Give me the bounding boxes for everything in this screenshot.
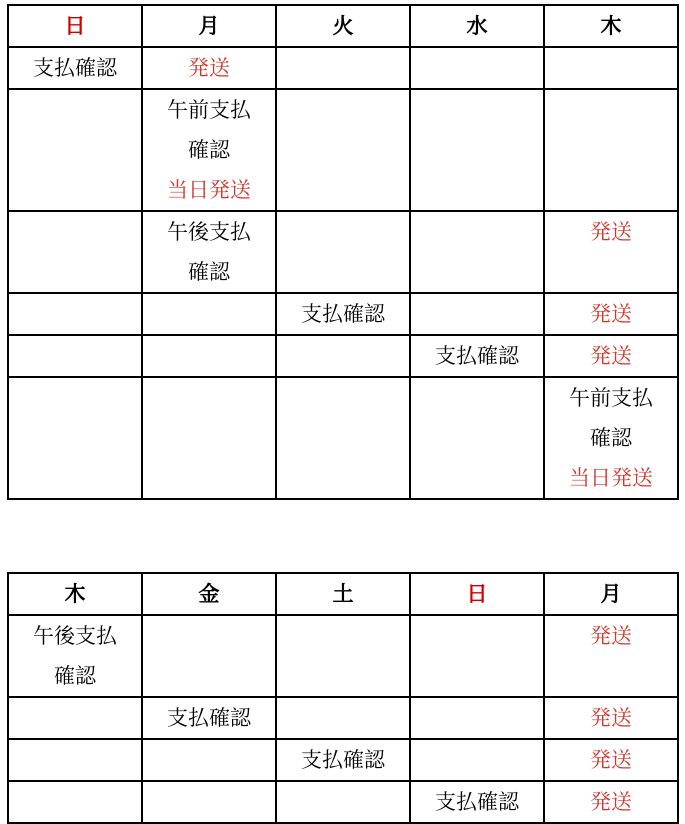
shipping-note: 発送 <box>590 624 632 648</box>
table-body <box>8 47 678 499</box>
payment-note: 確認 <box>54 664 96 688</box>
payment-note: 午後支払 <box>167 220 251 244</box>
table-row <box>8 697 678 739</box>
table-cell <box>142 615 276 697</box>
table-cell <box>8 89 142 211</box>
table-cell <box>544 293 678 335</box>
schedule-table-week1 <box>7 4 679 500</box>
payment-note: 支払確認 <box>435 344 519 368</box>
day-header-friday: 金 <box>142 573 276 615</box>
table-cell <box>410 211 544 293</box>
day-header-thursday: 木 <box>544 5 678 47</box>
table-cell <box>8 335 142 377</box>
table-row <box>8 377 678 499</box>
table-cell <box>544 781 678 823</box>
table-cell <box>276 781 410 823</box>
table-cell <box>142 89 276 211</box>
payment-note: 支払確認 <box>33 56 117 80</box>
table-cell <box>276 739 410 781</box>
table-cell <box>8 293 142 335</box>
table-cell <box>8 697 142 739</box>
table-cell <box>410 739 544 781</box>
table-cell <box>8 739 142 781</box>
day-header-sunday: 日 <box>8 5 142 47</box>
table-cell <box>276 89 410 211</box>
shipping-note: 発送 <box>590 790 632 814</box>
table-row <box>8 47 678 89</box>
table-body <box>8 615 678 823</box>
table-cell <box>276 377 410 499</box>
shipping-note: 発送 <box>590 748 632 772</box>
table-cell <box>544 89 678 211</box>
table-cell <box>8 47 142 89</box>
day-header-sunday: 日 <box>410 573 544 615</box>
table-cell <box>276 615 410 697</box>
payment-note: 支払確認 <box>301 302 385 326</box>
shipping-note: 発送 <box>590 344 632 368</box>
table-cell <box>142 781 276 823</box>
table-cell <box>142 211 276 293</box>
table-cell <box>8 781 142 823</box>
payment-note: 支払確認 <box>435 790 519 814</box>
table-cell <box>410 615 544 697</box>
table-cell <box>142 697 276 739</box>
day-header-monday: 月 <box>544 573 678 615</box>
table-row <box>8 293 678 335</box>
table-cell <box>142 335 276 377</box>
day-header-wednesday: 水 <box>410 5 544 47</box>
day-header-saturday: 土 <box>276 573 410 615</box>
table-cell <box>410 293 544 335</box>
table-cell <box>544 697 678 739</box>
table-cell <box>276 211 410 293</box>
payment-note: 確認 <box>188 138 230 162</box>
table-cell <box>142 293 276 335</box>
header-row <box>8 573 678 615</box>
table-cell <box>276 335 410 377</box>
table-cell <box>276 47 410 89</box>
table-cell <box>410 89 544 211</box>
table-cell <box>276 697 410 739</box>
shipping-note: 当日発送 <box>167 178 251 202</box>
table-row <box>8 335 678 377</box>
day-header-monday: 月 <box>142 5 276 47</box>
table-cell <box>410 335 544 377</box>
table-cell <box>410 47 544 89</box>
payment-note: 確認 <box>590 426 632 450</box>
shipping-note: 発送 <box>590 220 632 244</box>
table-cell <box>544 377 678 499</box>
table-row <box>8 89 678 211</box>
shipping-note: 発送 <box>590 706 632 730</box>
table-cell <box>142 377 276 499</box>
table-cell <box>544 335 678 377</box>
table-row <box>8 739 678 781</box>
table-cell <box>8 211 142 293</box>
shipping-note: 発送 <box>188 56 230 80</box>
table-cell <box>410 781 544 823</box>
table-cell <box>8 615 142 697</box>
day-header-tuesday: 火 <box>276 5 410 47</box>
schedule-table-week2 <box>7 572 679 824</box>
table-cell <box>544 211 678 293</box>
table-cell <box>544 47 678 89</box>
payment-note: 確認 <box>188 260 230 284</box>
payment-note: 支払確認 <box>301 748 385 772</box>
shipping-note: 当日発送 <box>569 466 653 490</box>
header-row <box>8 5 678 47</box>
table-cell <box>142 739 276 781</box>
table-cell <box>544 739 678 781</box>
table-row <box>8 615 678 697</box>
payment-note: 支払確認 <box>167 706 251 730</box>
shipping-note: 発送 <box>590 302 632 326</box>
payment-note: 午後支払 <box>33 624 117 648</box>
payment-note: 午前支払 <box>569 386 653 410</box>
table-cell <box>276 293 410 335</box>
table-cell <box>410 697 544 739</box>
table-cell <box>142 47 276 89</box>
day-header-thursday: 木 <box>8 573 142 615</box>
table-row <box>8 781 678 823</box>
table-row <box>8 211 678 293</box>
table-cell <box>8 377 142 499</box>
table-cell <box>544 615 678 697</box>
payment-note: 午前支払 <box>167 98 251 122</box>
table-cell <box>410 377 544 499</box>
